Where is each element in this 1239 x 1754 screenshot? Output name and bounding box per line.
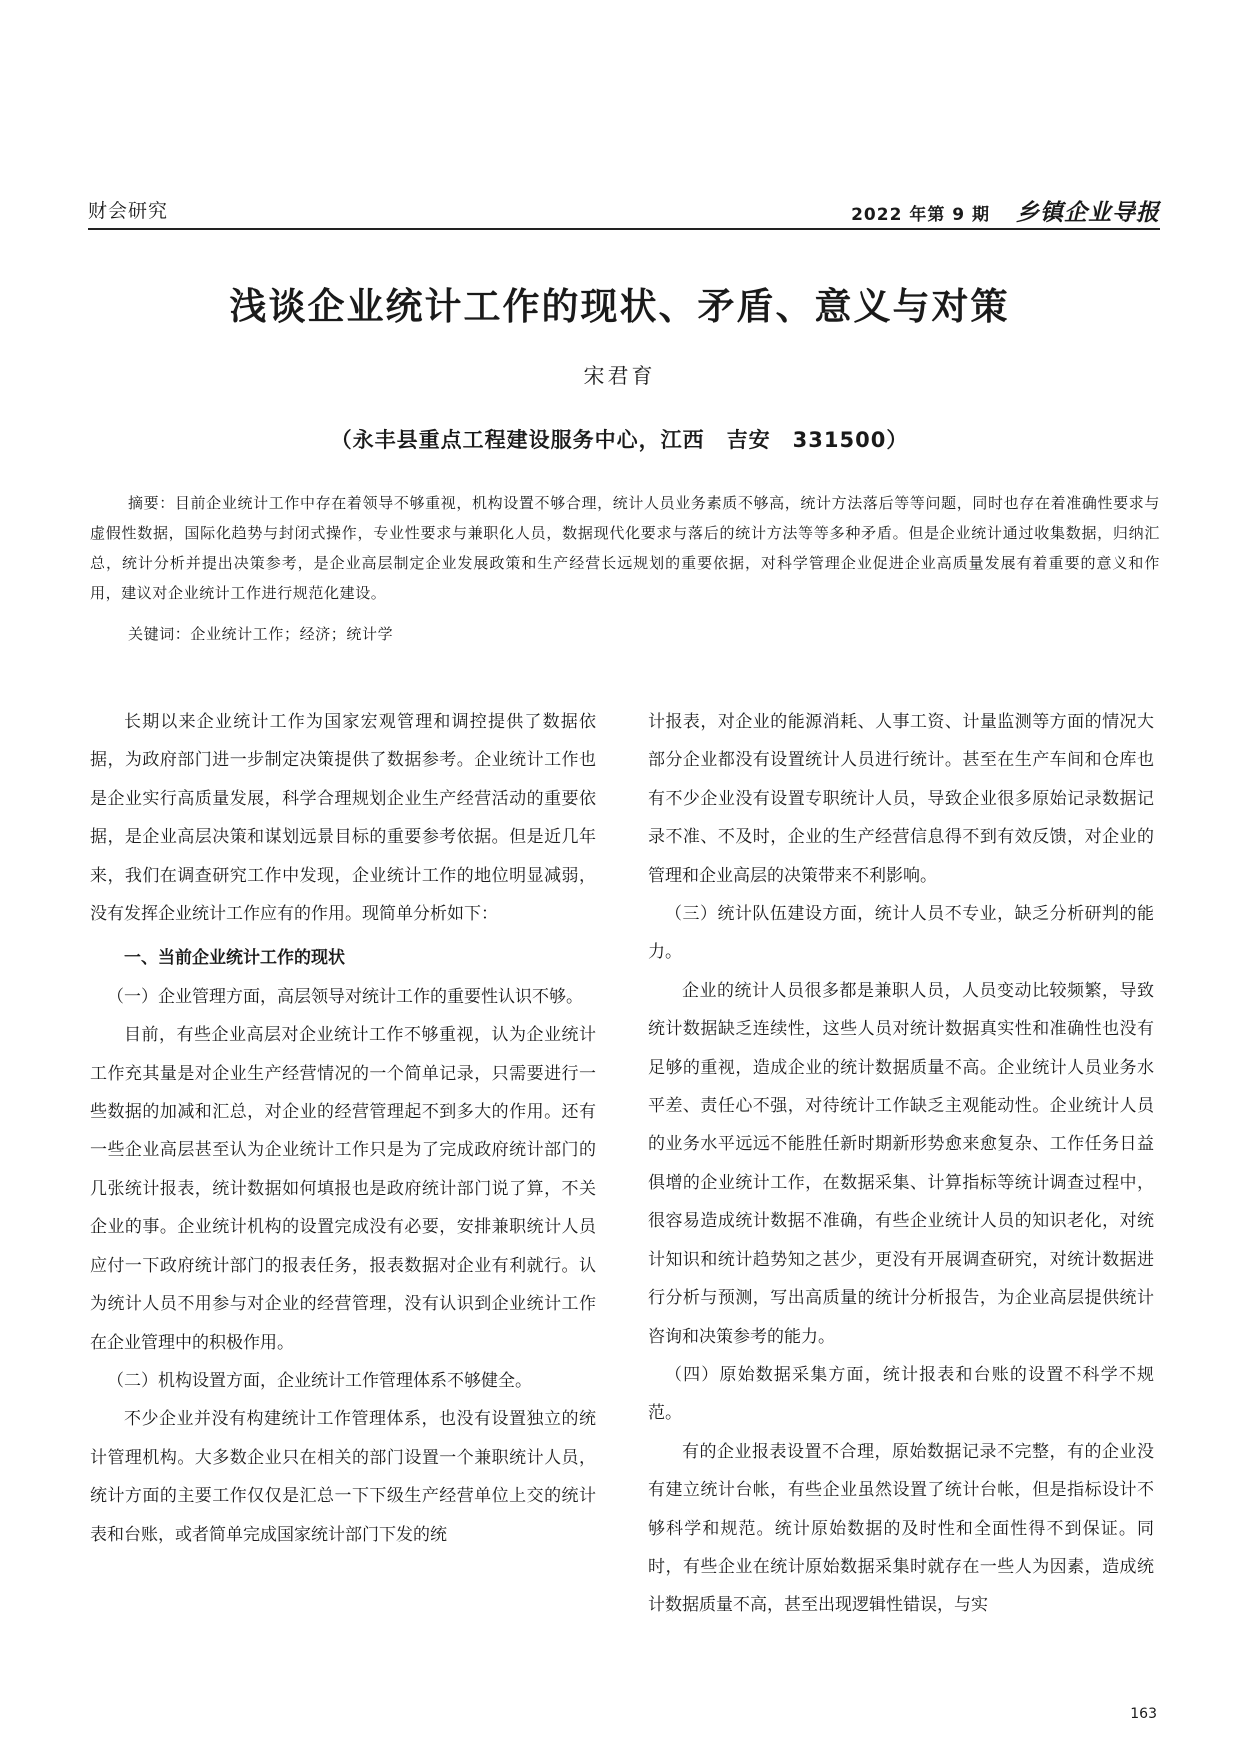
- body-paragraph: 有的企业报表设置不合理，原始数据记录不完整，有的企业没有建立统计台帐，有些企业虽然设置了统计台帐，但是指标设计不够科学和规范。统计原始数据的及时性和全面性得不到保证。同时，有些企业在统计原始数据采集时就存在一些人为因素，造成统计数据质量不高，甚至出现逻辑性错误，与实: [648, 1441, 1154, 1616]
- issue-label: 2022 年第 9 期: [851, 205, 990, 225]
- body-paragraph: 长期以来企业统计工作为国家宏观管理和调控提供了数据依据，为政府部门进一步制定决策提供了数据参考。企业统计工作也是企业实行高质量发展，科学合理规划企业生产经营活动的重要依据，是企业高层决策和谋划远景目标的重要参考依据。但是近几年来，我们在调查研究工作中发现，企业统计工作的地位明显减弱，没有发挥企业统计工作应有的作用。现简单分析如下：: [90, 712, 596, 925]
- page-number: 163: [1130, 1706, 1157, 1722]
- running-header: [88, 194, 1160, 230]
- body-column-right: [648, 703, 1154, 1625]
- body-paragraph: 企业的统计人员很多都是兼职人员，人员变动比较频繁，导致统计数据缺乏连续性，这些人员对统计数据真实性和准确性也没有足够的重视，造成企业的统计数据质量不高。企业统计人员业务水平差、责任心不强，对待统计工作缺乏主观能动性。企业统计人员的业务水平远远不能胜任新时期新形势愈来愈复杂、工作任务日益俱增的企业统计工作，在数据采集、计算指标等统计调查过程中，很容易造成统计数据不准确，有些企业统计人员的知识老化，对统计知识和统计趋势知之甚少，更没有开展调查研究，对统计数据进行分析与预测，写出高质量的统计分析报告，为企业高层提供统计咨询和决策参考的能力。: [648, 980, 1154, 1347]
- subsection-heading: （三）统计队伍建设方面，统计人员不专业，缺乏分析研判的能力。: [648, 904, 1154, 963]
- abstract: 摘要：目前企业统计工作中存在着领导不够重视，机构设置不够合理，统计人员业务素质不够高，统计方法落后等等问题，同时也存在着准确性要求与虚假性数据，国际化趋势与封闭式操作，专业性要求与兼职化人员，数据现代化要求与落后的统计方法等等多种矛盾。但是企业统计通过收集数据，归纳汇总，统计分析并提出决策参考，是企业高层制定企业发展政策和生产经营长远规划的重要依据，对科学管理企业促进企业高质量发展有着重要的意义和作用，建议对企业统计工作进行规范化建设。: [90, 494, 1160, 602]
- journal-name: 乡镇企业导报: [1016, 200, 1160, 226]
- keywords: 关键词：企业统计工作；经济；统计学: [128, 625, 394, 643]
- header-right-group: [851, 194, 1160, 227]
- body-column-left: [90, 703, 596, 1554]
- section-heading: 一、当前企业统计工作的现状: [124, 948, 345, 969]
- section-label: 财会研究: [88, 200, 169, 222]
- article-author: 宋君育: [583, 364, 656, 388]
- body-paragraph: 目前，有些企业高层对企业统计工作不够重视，认为企业统计工作充其量是对企业生产经营情况的一个简单记录，只需要进行一些数据的加减和汇总，对企业的经营管理起不到多大的作用。还有一些企业高层甚至认为企业统计工作只是为了完成政府统计部门的几张统计报表，统计数据如何填报也是政府统计部门说了算，不关企业的事。企业统计机构的设置完成没有必要，安排兼职统计人员应付一下政府统计部门的报表任务，报表数据对企业有利就行。认为统计人员不用参与对企业的经营管理，没有认识到企业统计工作在企业管理中的积极作用。: [90, 1025, 596, 1353]
- author-affiliation: （永丰县重点工程建设服务中心，江西 吉安 331500）: [330, 428, 909, 452]
- body-paragraph: 不少企业并没有构建统计工作管理体系，也没有设置独立的统计管理机构。大多数企业只在相关的部门设置一个兼职统计人员，统计方面的主要工作仅仅是汇总一下下级生产经营单位上交的统计表和台账，或者简单完成国家统计部门下发的统: [90, 1409, 596, 1545]
- subsection-heading: （四）原始数据采集方面，统计报表和台账的设置不科学不规范。: [648, 1364, 1154, 1424]
- subsection-heading: （一）企业管理方面，高层领导对统计工作的重要性认识不够。: [107, 986, 583, 1007]
- article-title: 浅谈企业统计工作的现状、矛盾、意义与对策: [229, 285, 1010, 328]
- body-paragraph: 计报表，对企业的能源消耗、人事工资、计量监测等方面的情况大部分企业都没有设置统计人员进行统计。甚至在生产车间和仓库也有不少企业没有设置专职统计人员，导致企业很多原始记录数据记录不准、不及时，企业的生产经营信息得不到有效反馈，对企业的管理和企业高层的决策带来不利影响。: [648, 712, 1154, 886]
- subsection-heading: （二）机构设置方面，企业统计工作管理体系不够健全。: [107, 1370, 532, 1391]
